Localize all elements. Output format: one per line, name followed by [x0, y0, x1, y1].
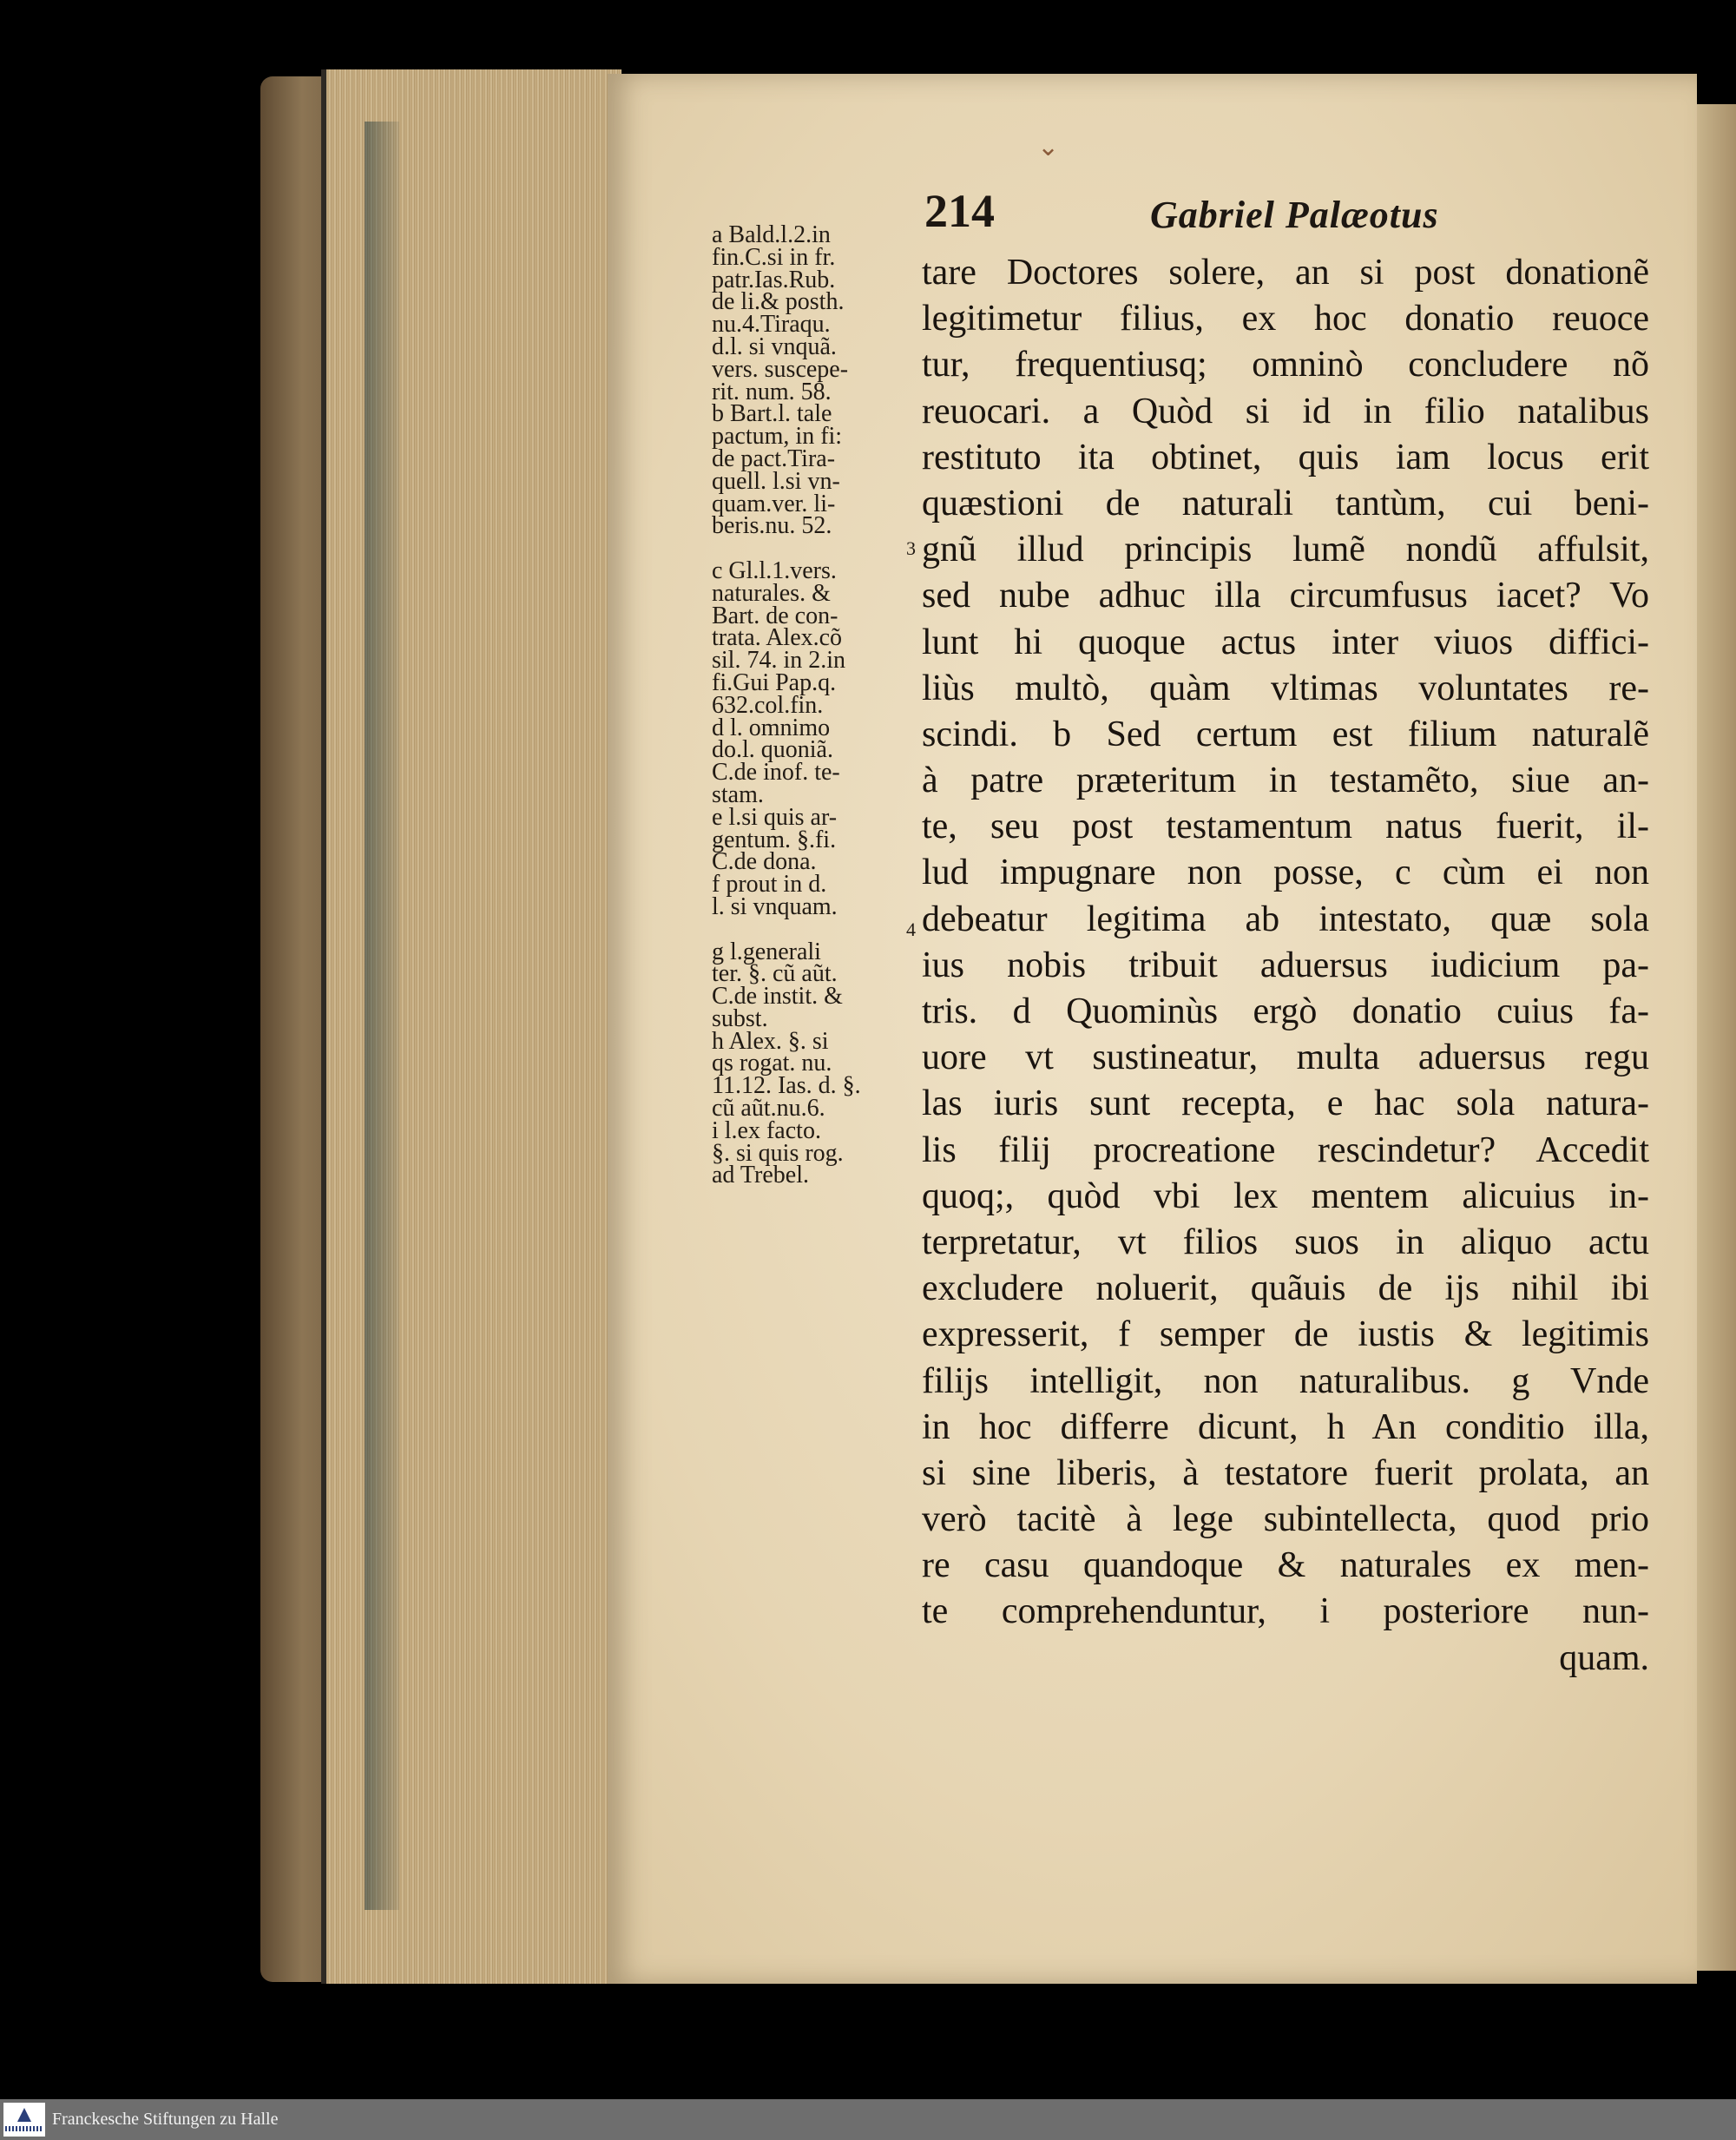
margin-note-line: fi.Gui Pap.q. [712, 668, 837, 696]
running-head: Gabriel Palæotus [1150, 194, 1439, 236]
margin-note-line: do.l. quoniã. [712, 736, 833, 764]
text-line: tris. d Quominùs ergò donatio cuius fa- [922, 991, 1649, 1031]
text-line: uore vt sustineatur, multa aduersus regu [922, 1037, 1649, 1078]
text-line: ius nobis tribuit aduersus iudicium pa- [922, 945, 1649, 985]
margin-note-line: de pact.Tira- [712, 444, 836, 472]
text-line: quoq;, quòd vbi lex mentem alicuius in- [922, 1175, 1649, 1216]
margin-note-line: C.de dona. [712, 848, 817, 876]
text-line: si sine liberis, à testatore fuerit prolata, an [922, 1452, 1649, 1493]
margin-note-line: patr.Ias.Rub. [712, 266, 836, 293]
margin-note-line: de li.& posth. [712, 288, 845, 316]
text-line: te, seu post testamentum natus fuerit, il- [922, 807, 1649, 847]
institution-logo[interactable] [3, 2103, 45, 2137]
text-line: expresserit, f semper de iustis & legitimis [922, 1314, 1649, 1355]
text-line: restituto ita obtinet, quis iam locus erit [922, 437, 1649, 477]
facing-page-edge [1697, 104, 1736, 1971]
margin-note-line: i l.ex facto. [712, 1116, 821, 1144]
text-line: re casu quandoque & naturales ex men- [922, 1545, 1649, 1586]
footer-label: Franckesche Stiftungen zu Halle [52, 2110, 279, 2129]
margin-note-line: h Alex. §. si [712, 1027, 829, 1055]
margin-note-line: 3 [906, 537, 916, 560]
margin-note-line: ad Trebel. [712, 1162, 809, 1189]
margin-note-line: gentum. §.fi. [712, 826, 837, 853]
page-number: 214 [924, 185, 995, 237]
margin-note-line: pactum, in fi: [712, 423, 843, 451]
text-line: filijs intelligit, non naturalibus. g Vnde [922, 1360, 1649, 1401]
margin-note-line: beris.nu. 52. [712, 512, 832, 540]
margin-note-line: naturales. & [712, 579, 831, 607]
text-line: reuocari. a Quòd si id in filio natalibus [922, 391, 1649, 431]
margin-note-line: fin.C.si in fr. [712, 243, 836, 271]
text-line: scindi. b Sed certum est filium naturalẽ [922, 714, 1649, 754]
margin-note-line: cũ aũt.nu.6. [712, 1095, 825, 1123]
margin-note-line: qs rogat. nu. [712, 1050, 832, 1077]
logo-text-icon [5, 2126, 43, 2131]
text-line: sed nube adhuc illa circumfusus iacet? Vo [922, 576, 1649, 616]
margin-note-line: rit. num. 58. [712, 378, 832, 405]
marginal-notes [712, 221, 916, 1189]
margin-note-line: quam.ver. li- [712, 490, 836, 517]
text-line: quæstioni de naturali tantùm, cui beni- [922, 483, 1649, 523]
text-line: lunt hi quoque actus inter viuos diffici- [922, 622, 1649, 662]
margin-note-line: §. si quis rog. [712, 1139, 844, 1167]
text-line: à patre præteritum in testamẽto, siue an- [922, 761, 1649, 801]
text-line: lis filij procreatione rescindetur? Accedit [922, 1129, 1649, 1170]
margin-note-line: g l.generali [712, 938, 821, 965]
margin-note-line: quell. l.si vn- [712, 467, 840, 495]
text-line: tare Doctores solere, an si post donationẽ [922, 253, 1649, 293]
margin-note-line: b Bart.l. tale [712, 400, 832, 428]
text-line: verò tacitè à lege subintellecta, quod prio [922, 1499, 1649, 1540]
margin-note-line: trata. Alex.cõ [712, 624, 843, 652]
margin-note-line: d.l. si vnquã. [712, 333, 837, 360]
text-line: quam. [1559, 1637, 1649, 1678]
text-line: in hoc differre dicunt, h An conditio illa, [922, 1406, 1649, 1447]
main-text-block [922, 250, 1649, 1682]
margin-note-line: l. si vnquam. [712, 892, 838, 920]
text-line: lud impugnare non posse, c cùm ei non [922, 853, 1649, 893]
margin-note-line: C.de inof. te- [712, 759, 840, 787]
margin-note-line: c Gl.l.1.vers. [712, 556, 837, 584]
margin-note-line: a Bald.l.2.in [712, 221, 831, 248]
text-line: debeatur legitima ab intestato, quæ sola [922, 899, 1649, 939]
text-line: gnũ illud principis lumẽ nondũ affulsit, [922, 530, 1649, 570]
text-line: excludere noluerit, quãuis de ijs nihil ibi [922, 1268, 1649, 1309]
text-line: legitimetur filius, ex hoc donatio reuoce [922, 299, 1649, 339]
margin-note-line: d l. omnimo [712, 714, 831, 741]
text-line: te comprehenduntur, i posteriore nun- [922, 1591, 1649, 1632]
margin-note-line: nu.4.Tiraqu. [712, 311, 831, 339]
margin-note-line: 11.12. Ias. d. §. [712, 1072, 861, 1100]
margin-note-line: 4 [906, 918, 916, 940]
margin-note-line: f prout in d. [712, 871, 827, 899]
margin-note-line: C.de instit. & [712, 983, 843, 1011]
margin-note-line: subst. [712, 1004, 768, 1032]
margin-note-line: e l.si quis ar- [712, 803, 838, 831]
text-line: liùs multò, quàm vltimas voluntates re- [922, 668, 1649, 708]
margin-note-line: ter. §. cũ aũt. [712, 960, 838, 988]
text-line: las iuris sunt recepta, e hac sola natura- [922, 1083, 1649, 1124]
margin-note-line: vers. suscepe- [712, 355, 849, 383]
logo-emblem-icon [17, 2108, 31, 2122]
text-line: tur, frequentiusq; omninò concludere nõ [922, 345, 1649, 385]
margin-note-line: sil. 74. in 2.in [712, 647, 846, 675]
margin-note-line: stam. [712, 780, 764, 808]
margin-note-line: Bart. de con- [712, 602, 838, 629]
page-edge-shadow [365, 122, 399, 1910]
footer-bar [0, 2099, 1736, 2140]
pencil-mark-icon: ⌄ [1037, 133, 1060, 161]
margin-note-line: 632.col.fin. [712, 691, 824, 719]
text-line: terpretatur, vt filios suos in aliquo actu [922, 1221, 1649, 1262]
